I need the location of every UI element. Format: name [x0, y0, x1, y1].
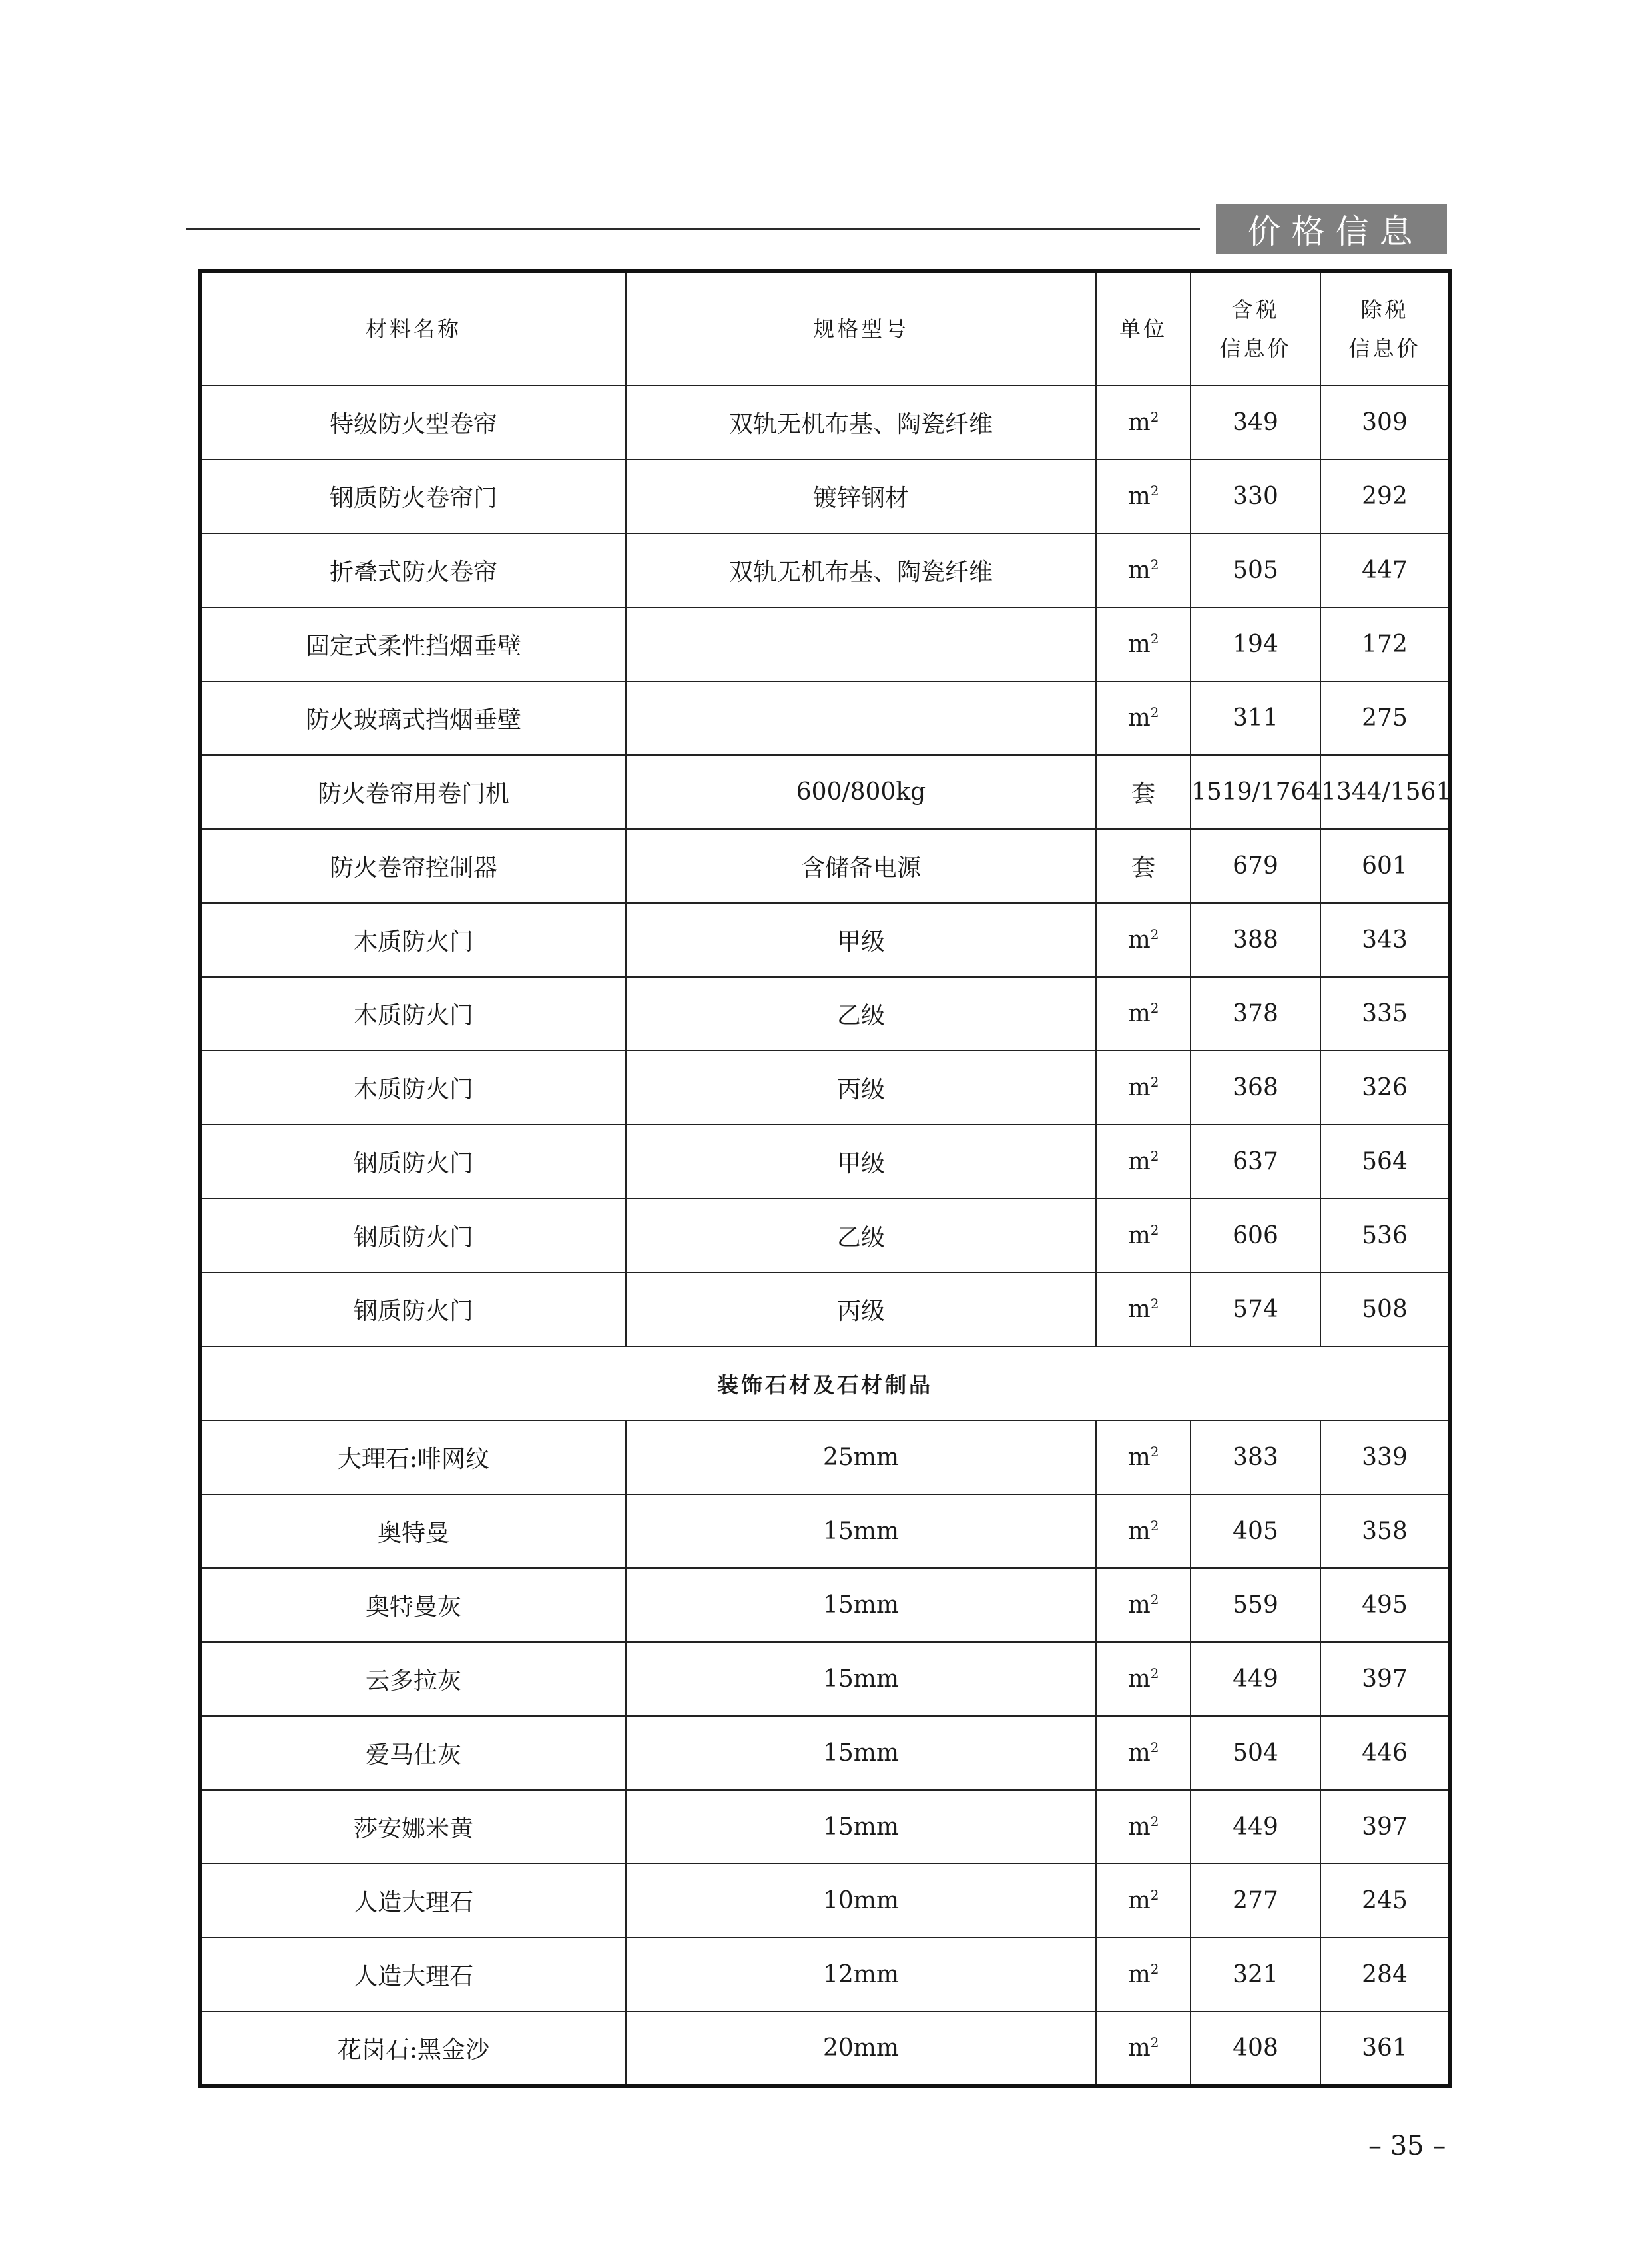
cell-material-name: 钢质防火门	[200, 1199, 626, 1272]
unit-text: 套	[1131, 780, 1155, 808]
table-row	[200, 607, 1450, 681]
col-header-name: 材料名称	[200, 271, 626, 386]
page-number: – 35 –	[1368, 2131, 1446, 2161]
cell-tax-exclusive-price: 536	[1320, 1199, 1450, 1272]
cell-spec: 10mm	[626, 1864, 1096, 1938]
unit-exponent: 2	[1150, 1665, 1159, 1681]
cell-tax-exclusive-price: 447	[1320, 533, 1450, 607]
cell-spec: 镀锌钢材	[626, 459, 1096, 533]
cell-material-name: 花岗石:黑金沙	[200, 2012, 626, 2086]
cell-tax-exclusive-price: 172	[1320, 607, 1450, 681]
col-header-tax-inclusive-line1: 含税	[1231, 297, 1280, 322]
unit-exponent: 2	[1150, 1887, 1159, 1903]
table-row	[200, 681, 1450, 755]
section-title: 装饰石材及石材制品	[200, 1346, 1450, 1420]
cell-tax-inclusive-price: 378	[1191, 977, 1320, 1051]
unit-text: m	[1127, 409, 1151, 436]
unit-exponent: 2	[1150, 926, 1159, 942]
cell-tax-inclusive-price: 277	[1191, 1864, 1320, 1938]
unit-exponent: 2	[1150, 409, 1159, 425]
unit-text: m	[1127, 926, 1151, 954]
col-header-tax-exclusive-line1: 除税	[1360, 297, 1409, 322]
table-row	[200, 1642, 1450, 1716]
col-header-tax-inclusive-line2: 信息价	[1219, 336, 1292, 361]
table-row	[200, 533, 1450, 607]
cell-unit	[1096, 829, 1191, 903]
cell-tax-inclusive-price: 559	[1191, 1568, 1320, 1642]
cell-spec: 双轨无机布基、陶瓷纤维	[626, 533, 1096, 607]
table-row	[200, 1716, 1450, 1790]
cell-spec: 15mm	[626, 1568, 1096, 1642]
table-row	[200, 1864, 1450, 1938]
unit-exponent: 2	[1150, 1148, 1159, 1164]
cell-tax-exclusive-price: 335	[1320, 977, 1450, 1051]
cell-material-name: 特级防火型卷帘	[200, 386, 626, 459]
cell-tax-exclusive-price: 326	[1320, 1051, 1450, 1125]
unit-text: m	[1127, 1444, 1151, 1471]
unit-exponent: 2	[1150, 483, 1159, 499]
cell-tax-inclusive-price: 330	[1191, 459, 1320, 533]
cell-unit	[1096, 1199, 1191, 1272]
price-table	[198, 269, 1452, 2088]
cell-material-name: 爱马仕灰	[200, 1716, 626, 1790]
cell-unit	[1096, 755, 1191, 829]
table-row	[200, 1051, 1450, 1125]
cell-tax-inclusive-price: 405	[1191, 1494, 1320, 1568]
cell-tax-exclusive-price: 564	[1320, 1125, 1450, 1199]
cell-spec: 15mm	[626, 1716, 1096, 1790]
cell-spec: 12mm	[626, 1938, 1096, 2012]
cell-unit	[1096, 1420, 1191, 1494]
cell-tax-exclusive-price: 601	[1320, 829, 1450, 903]
table-row	[200, 1938, 1450, 2012]
unit-exponent: 2	[1150, 557, 1159, 573]
cell-material-name: 钢质防火门	[200, 1272, 626, 1346]
cell-unit	[1096, 1938, 1191, 2012]
cell-unit	[1096, 1864, 1191, 1938]
cell-tax-inclusive-price: 388	[1191, 903, 1320, 977]
unit-text: m	[1127, 1887, 1151, 1914]
cell-tax-exclusive-price: 245	[1320, 1864, 1450, 1938]
unit-exponent: 2	[1150, 1591, 1159, 1607]
cell-unit	[1096, 2012, 1191, 2086]
table-row	[200, 977, 1450, 1051]
table-row	[200, 755, 1450, 829]
cell-spec: 甲级	[626, 903, 1096, 977]
cell-unit	[1096, 533, 1191, 607]
cell-material-name: 木质防火门	[200, 977, 626, 1051]
table-row	[200, 1125, 1450, 1199]
table-row	[200, 829, 1450, 903]
cell-tax-inclusive-price: 321	[1191, 1938, 1320, 2012]
cell-material-name: 木质防火门	[200, 903, 626, 977]
col-header-tax-inclusive-price	[1191, 271, 1320, 386]
unit-exponent: 2	[1150, 1961, 1159, 1977]
cell-unit	[1096, 1272, 1191, 1346]
cell-material-name: 云多拉灰	[200, 1642, 626, 1716]
cell-material-name: 钢质防火卷帘门	[200, 459, 626, 533]
cell-material-name: 防火卷帘用卷门机	[200, 755, 626, 829]
cell-material-name: 大理石:啡网纹	[200, 1420, 626, 1494]
cell-tax-inclusive-price: 1519/1764	[1191, 755, 1320, 829]
cell-material-name: 固定式柔性挡烟垂壁	[200, 607, 626, 681]
cell-material-name: 钢质防火门	[200, 1125, 626, 1199]
unit-exponent: 2	[1150, 1296, 1159, 1312]
unit-exponent: 2	[1150, 631, 1159, 647]
unit-text: m	[1127, 1739, 1151, 1767]
cell-tax-inclusive-price: 504	[1191, 1716, 1320, 1790]
cell-tax-exclusive-price: 446	[1320, 1716, 1450, 1790]
cell-unit	[1096, 459, 1191, 533]
cell-tax-exclusive-price: 343	[1320, 903, 1450, 977]
table-row	[200, 1272, 1450, 1346]
cell-spec: 15mm	[626, 1790, 1096, 1864]
unit-text: m	[1127, 1813, 1151, 1840]
cell-unit	[1096, 1494, 1191, 1568]
cell-material-name: 防火玻璃式挡烟垂壁	[200, 681, 626, 755]
unit-exponent: 2	[1150, 1000, 1159, 1016]
cell-unit	[1096, 977, 1191, 1051]
cell-tax-inclusive-price: 311	[1191, 681, 1320, 755]
unit-text: m	[1127, 705, 1151, 732]
col-header-tax-exclusive-line2: 信息价	[1348, 336, 1421, 361]
table-row	[200, 459, 1450, 533]
col-header-spec: 规格型号	[626, 271, 1096, 386]
cell-spec: 15mm	[626, 1642, 1096, 1716]
unit-text: m	[1127, 1148, 1151, 1175]
unit-text: m	[1127, 2034, 1151, 2062]
table-row	[200, 1790, 1450, 1864]
unit-exponent: 2	[1150, 1518, 1159, 1534]
section-title-tab: 价格信息	[1216, 204, 1447, 254]
cell-unit	[1096, 607, 1191, 681]
cell-tax-exclusive-price: 358	[1320, 1494, 1450, 1568]
cell-unit	[1096, 1051, 1191, 1125]
cell-material-name: 木质防火门	[200, 1051, 626, 1125]
unit-exponent: 2	[1150, 1222, 1159, 1238]
cell-tax-exclusive-price: 309	[1320, 386, 1450, 459]
unit-text: m	[1127, 1222, 1151, 1249]
cell-unit	[1096, 1716, 1191, 1790]
unit-exponent: 2	[1150, 2034, 1159, 2050]
table-row	[200, 1494, 1450, 1568]
cell-tax-inclusive-price: 505	[1191, 533, 1320, 607]
unit-exponent: 2	[1150, 1739, 1159, 1755]
cell-spec: 600/800kg	[626, 755, 1096, 829]
cell-tax-exclusive-price: 1344/1561	[1320, 755, 1450, 829]
cell-tax-inclusive-price: 368	[1191, 1051, 1320, 1125]
table-row	[200, 1199, 1450, 1272]
unit-text: m	[1127, 1591, 1151, 1619]
cell-tax-exclusive-price: 361	[1320, 2012, 1450, 2086]
table-row	[200, 1568, 1450, 1642]
cell-spec: 丙级	[626, 1272, 1096, 1346]
cell-unit	[1096, 903, 1191, 977]
unit-text: m	[1127, 1961, 1151, 1988]
cell-unit	[1096, 1125, 1191, 1199]
col-header-unit: 单位	[1096, 271, 1191, 386]
unit-text: 套	[1131, 854, 1155, 882]
cell-spec: 双轨无机布基、陶瓷纤维	[626, 386, 1096, 459]
unit-text: m	[1127, 1665, 1151, 1693]
cell-spec: 20mm	[626, 2012, 1096, 2086]
cell-unit	[1096, 1642, 1191, 1716]
cell-spec	[626, 607, 1096, 681]
cell-unit	[1096, 1568, 1191, 1642]
cell-spec: 15mm	[626, 1494, 1096, 1568]
cell-tax-exclusive-price: 284	[1320, 1938, 1450, 2012]
cell-tax-exclusive-price: 292	[1320, 459, 1450, 533]
table-row	[200, 1420, 1450, 1494]
cell-material-name: 莎安娜米黄	[200, 1790, 626, 1864]
cell-tax-inclusive-price: 606	[1191, 1199, 1320, 1272]
cell-spec: 丙级	[626, 1051, 1096, 1125]
cell-spec: 甲级	[626, 1125, 1096, 1199]
unit-text: m	[1127, 1296, 1151, 1323]
cell-tax-exclusive-price: 397	[1320, 1790, 1450, 1864]
cell-tax-exclusive-price: 495	[1320, 1568, 1450, 1642]
cell-spec: 乙级	[626, 977, 1096, 1051]
unit-exponent: 2	[1150, 705, 1159, 720]
cell-unit	[1096, 386, 1191, 459]
cell-tax-exclusive-price: 275	[1320, 681, 1450, 755]
cell-tax-exclusive-price: 508	[1320, 1272, 1450, 1346]
header-rule	[186, 228, 1200, 230]
cell-tax-inclusive-price: 679	[1191, 829, 1320, 903]
unit-exponent: 2	[1150, 1444, 1159, 1460]
cell-material-name: 奥特曼灰	[200, 1568, 626, 1642]
cell-tax-inclusive-price: 349	[1191, 386, 1320, 459]
unit-exponent: 2	[1150, 1074, 1159, 1090]
unit-text: m	[1127, 557, 1151, 584]
cell-material-name: 奥特曼	[200, 1494, 626, 1568]
cell-unit	[1096, 1790, 1191, 1864]
cell-spec	[626, 681, 1096, 755]
cell-tax-inclusive-price: 449	[1191, 1790, 1320, 1864]
cell-tax-exclusive-price: 339	[1320, 1420, 1450, 1494]
unit-text: m	[1127, 1074, 1151, 1101]
cell-material-name: 人造大理石	[200, 1938, 626, 2012]
table-header-row	[200, 271, 1450, 386]
cell-spec: 25mm	[626, 1420, 1096, 1494]
table-row	[200, 386, 1450, 459]
cell-spec: 乙级	[626, 1199, 1096, 1272]
cell-material-name: 防火卷帘控制器	[200, 829, 626, 903]
unit-text: m	[1127, 1000, 1151, 1027]
unit-text: m	[1127, 631, 1151, 658]
cell-tax-inclusive-price: 449	[1191, 1642, 1320, 1716]
cell-material-name: 人造大理石	[200, 1864, 626, 1938]
unit-exponent: 2	[1150, 1813, 1159, 1829]
cell-tax-exclusive-price: 397	[1320, 1642, 1450, 1716]
section-row	[200, 1346, 1450, 1420]
cell-spec: 含储备电源	[626, 829, 1096, 903]
cell-tax-inclusive-price: 194	[1191, 607, 1320, 681]
col-header-tax-exclusive-price	[1320, 271, 1450, 386]
table-row	[200, 2012, 1450, 2086]
unit-text: m	[1127, 1518, 1151, 1545]
cell-material-name: 折叠式防火卷帘	[200, 533, 626, 607]
cell-unit	[1096, 681, 1191, 755]
cell-tax-inclusive-price: 637	[1191, 1125, 1320, 1199]
cell-tax-inclusive-price: 383	[1191, 1420, 1320, 1494]
cell-tax-inclusive-price: 408	[1191, 2012, 1320, 2086]
table-row	[200, 903, 1450, 977]
unit-text: m	[1127, 483, 1151, 510]
cell-tax-inclusive-price: 574	[1191, 1272, 1320, 1346]
